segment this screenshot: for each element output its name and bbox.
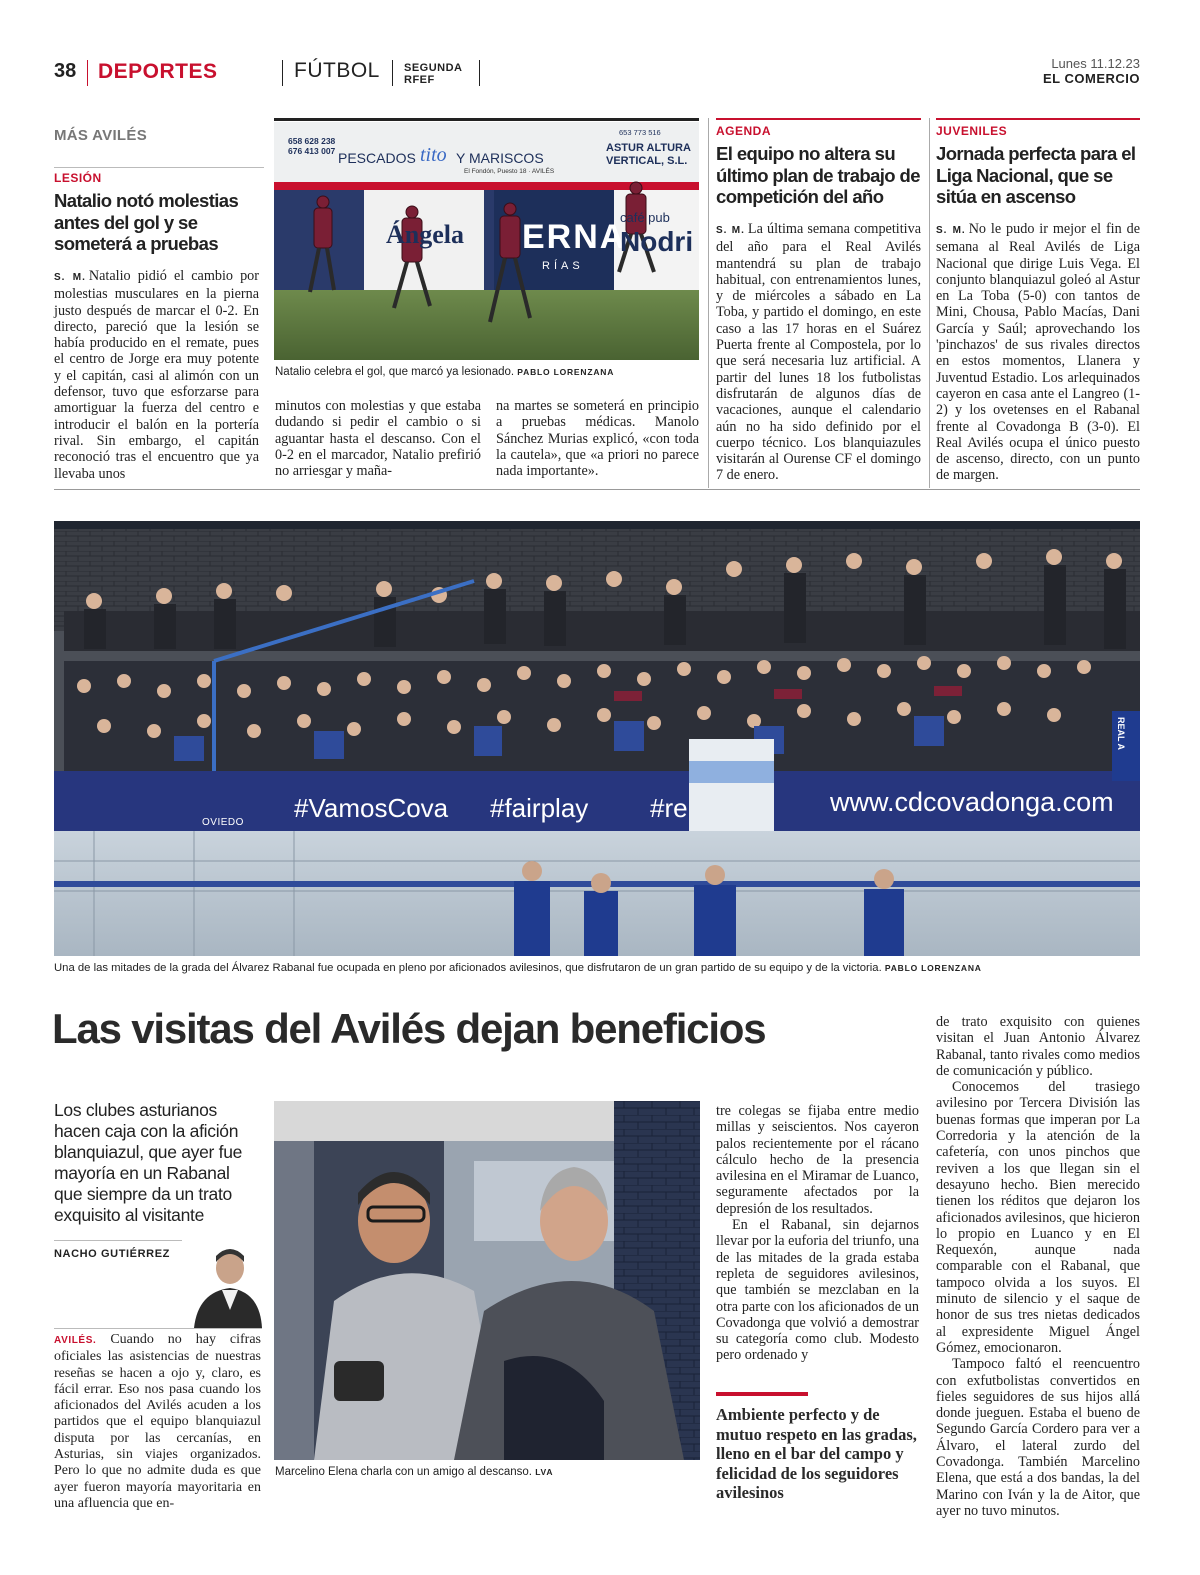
sign-board-1: Ángela	[386, 220, 464, 249]
photo-caption	[275, 366, 699, 378]
author-photo-art	[182, 1240, 262, 1328]
main-text: Cuando no hay cifras oficiales las asistencias de nuestras reseñas se hacen a ojo y, claro, es fácil errar. Eso nos pasa cuando los aficionados del Avilés acuden a los partidos que el equipo blanquiazul disputa por las cercanías, en Asturias, sin viajes organizados. Pero lo que no admite duda es que ayer fueron mayoría mayoritaria en una afluencia que en-	[54, 1332, 262, 1511]
sign-board-3b: Nodri	[620, 226, 694, 257]
main-standfirst: Los clubes asturianos hacen caja con la afición blanquiazul, que ayer fue mayoría en un Rabanal que siempre da un trato exquisito al visitante	[54, 1100, 243, 1225]
main-text: En el Rabanal, sin dejarnos llevar por la euforia del triunfo, una de las mitades de la grada estaba repleta de seguidores avilesinos, que también se mezclaban en la otra parte con los aficionados de un Covadonga que volvió a demostrar su categoría como club. Modesto pero ordenado y	[716, 1217, 919, 1364]
agenda-body	[716, 221, 921, 484]
stands-photo-credit: PABLO LORENZANA	[884, 963, 982, 973]
photo-caption-text: Natalio celebra el gol, que marcó ya lesionado.	[275, 366, 515, 378]
header-divider	[87, 60, 88, 86]
page-header	[54, 56, 1140, 92]
sign-phones: 658 628 238 676 413 007	[288, 136, 336, 156]
section-tag: MÁS AVILÉS	[54, 127, 148, 144]
story-text: minutos con molestias y que estaba dudando si pedir el cambio o si aguantar hasta el descanso. Con el 0-2 en el marcador, Natalio prefirió no arriesgar y maña-	[275, 398, 481, 480]
stands-photo	[54, 521, 1140, 956]
banner-hashtag-1: #VamosCova	[294, 793, 449, 823]
story-byline: S. M.	[54, 272, 86, 283]
main-column-3	[936, 1014, 1140, 1519]
header-divider	[282, 60, 283, 86]
banner-hashtag-3: #re	[650, 793, 688, 823]
header-divider	[392, 60, 393, 86]
sign-address: El Fondón, Puesto 18 · AVILÉS	[464, 168, 555, 175]
sign-board-3: café pub	[620, 210, 670, 225]
column-divider	[708, 118, 709, 488]
sign-sponsor-logo: tito	[420, 144, 447, 166]
side-sign: REAL A	[1116, 717, 1126, 751]
juveniles-top-rule	[936, 118, 1140, 120]
marcelino-photo-caption	[275, 1466, 699, 1478]
marcelino-photo-credit: LVA	[535, 1467, 554, 1477]
sign-sponsor-2-phone: 653 773 516	[619, 128, 661, 137]
agenda-headline: El equipo no altera su último plan de trabajo de competición del año	[716, 143, 920, 207]
stands-caption-text: Una de las mitades de la grada del Álvarez Rabanal fue ocupada en pleno por aficionados avilesinos, que disfrutaron de un gran partido de su equipo y de la victoria.	[54, 962, 882, 974]
league-label-2: RFEF	[404, 74, 435, 86]
main-headline: Las visitas del Avilés dejan beneficios	[52, 1005, 766, 1052]
top-rule	[274, 118, 699, 121]
agenda-kicker: AGENDA	[716, 124, 772, 138]
league-label-1: SEGUNDA	[404, 62, 463, 74]
pullquote: Ambiente perfecto y de mutuo respeto en las gradas, lleno en el bar del campo y felicidad de los seguidores avilesinos	[716, 1405, 917, 1502]
celebration-photo	[274, 122, 699, 360]
main-text: de trato exquisito con quienes visitan el Juan Antonio Álvarez Rabanal, tanto rivales como medios de comunicación y público.	[936, 1014, 1140, 1079]
story-text: na martes se someterá en principio a pruebas médicas. Manolo Sánchez Murias explicó, «con toda la cautela», que «a priori no parece nada importante».	[496, 398, 699, 480]
banner-website: www.cdcovadonga.com	[830, 787, 1114, 817]
header-divider	[479, 60, 480, 86]
banner-hashtag-2: #fairplay	[490, 793, 589, 823]
main-text: Conocemos del trasiego avilesino por Tercera División las buenas formas que imperan por La Corredoria y la atención de la cafetería, con unos pinchos que reviven a los que llegan sin el desayuno hecho. Bien merecido tienen los réditos que dejaron los aficionados avilesinos, que hicieron lo propio en Luanco y en El Requexón, aunque nada comparable con el Rabanal, que tampoco olvida a los suyos. El minuto de silencio y el saque de honor de sus tres nietas dedicados al expresidente Miguel Ángel Gómez, emocionaron.	[936, 1079, 1140, 1356]
author-photo	[182, 1240, 262, 1328]
left-rule	[54, 167, 264, 168]
newspaper-name: EL COMERCIO	[1043, 71, 1140, 86]
juveniles-body	[936, 221, 1140, 484]
subsection-label: FÚTBOL	[294, 59, 380, 82]
main-text: Tampoco faltó el reencuentro con exfutbolistas convertidos en fieles seguidores de sus hijos allá donde jueguen. Estaba el bueno de Segundo García Cordero para ver a Álvaro, el lateral zurdo del Covadonga. También Marcelino Elena, que está a dos bandas, la del Marino con Iván y la de Aitor, que ayer no tuvo minutos.	[936, 1356, 1140, 1519]
main-text: tre colegas se fijaba entre medio millas y seiscientos. Nos cayeron palos recientemente por el rácano cálculo hecho de la presencia avilesina en el Miramar de Luanco, seguramente afectados por la depresión de los resultados.	[716, 1103, 919, 1217]
main-column-1	[54, 1332, 261, 1512]
sign-sponsor-2: ASTUR ALTURA VERTICAL, S.L.	[606, 142, 691, 167]
pullquote-rule	[716, 1392, 808, 1396]
marcelino-photo-art	[274, 1101, 700, 1460]
story-column-3	[496, 398, 699, 479]
stands-photo-caption	[54, 962, 1140, 974]
agenda-top-rule	[716, 118, 921, 120]
juveniles-headline: Jornada perfecta para el Liga Nacional, que se sitúa en ascenso	[936, 143, 1136, 207]
marcelino-photo	[274, 1101, 700, 1460]
sign-sponsor-1: PESCADOS	[338, 150, 416, 166]
section-rule	[54, 489, 1140, 490]
main-column-2	[716, 1103, 919, 1364]
agenda-text: La última semana competitiva del año para el Real Avilés mantendrá su plan de trabajo habitual, con entrenamientos lunes, y de miércoles a sábado en La Toba, y partido el domingo, en este caso a las 17 horas en el Suárez Puerta frente al Compostela, por lo que será necesaria luz artificial. A partir del lunes 18 los futbolistas disfrutarán de algunos días de vacaciones, aunque el calendario aún no ha sido definido por el cuerpo técnico. Los blanquiazules visitarán al Ourense CF el domingo 7 de enero.	[716, 221, 921, 484]
agenda-byline: S. M.	[716, 225, 745, 236]
juveniles-byline: S. M.	[936, 225, 966, 236]
story-column-1	[54, 268, 259, 482]
main-dateline: AVILÉS.	[54, 1335, 97, 1346]
author-name: NACHO GUTIÉRREZ	[54, 1248, 170, 1260]
sign-board-2: ERNA	[522, 218, 627, 256]
stands-photo-art	[54, 521, 1140, 956]
story-text: Natalio pidió el cambio por molestias musculares en la pierna justo después de marcar el 0-2. En directo, pareció que la lesión se había producido en el remate, pues el centro de Jorge era muy potente y el capitán, casi al alimón con un defensor, tuvo que esforzarse para amortiguar la fuerza del centro e introducir el balón en la portería rival. Sin embargo, el capitán reconoció tras el encuentro que ya llevaba unos	[54, 268, 259, 482]
issue-date: Lunes 11.12.23	[1051, 56, 1140, 71]
marcelino-caption-text: Marcelino Elena charla con un amigo al descanso.	[275, 1466, 532, 1478]
juveniles-kicker: JUVENILES	[936, 124, 1008, 138]
page-number: 38	[54, 60, 77, 82]
story-headline: Natalio notó molestias antes del gol y se someterá a pruebas	[54, 190, 239, 254]
banner-left: OVIEDO	[202, 817, 244, 828]
sign-board-2-sub: RÍAS	[542, 260, 584, 272]
sign-sponsor-1b: Y MARISCOS	[456, 150, 544, 166]
story-kicker: LESIÓN	[54, 171, 102, 185]
section-label: DEPORTES	[98, 60, 218, 83]
author-rule	[54, 1328, 262, 1329]
juveniles-text: No le pudo ir mejor el fin de semana al Real Avilés de Liga Nacional que dirige Luis Vega. El conjunto blanquiazul goleó al Astur en La Toba (5-0) con tantos de Mini, Chousa, Pablo Macías, Dani García y Saúl; aprovechando los 'pinchazos' de sus rivales directos en estos momentos, Llanera y Juventud Estadio. Los arlequinados cayeron en casa ante el Langreo (1-2) y los ovetenses en el Rabanal frente al Covadonga B (3-0). El Real Avilés ocupa el único puesto de ascenso, directo, con un punto de margen.	[936, 221, 1140, 484]
photo-credit: PABLO LORENZANA	[517, 367, 615, 377]
story-column-2	[275, 398, 481, 479]
column-divider	[929, 118, 930, 488]
